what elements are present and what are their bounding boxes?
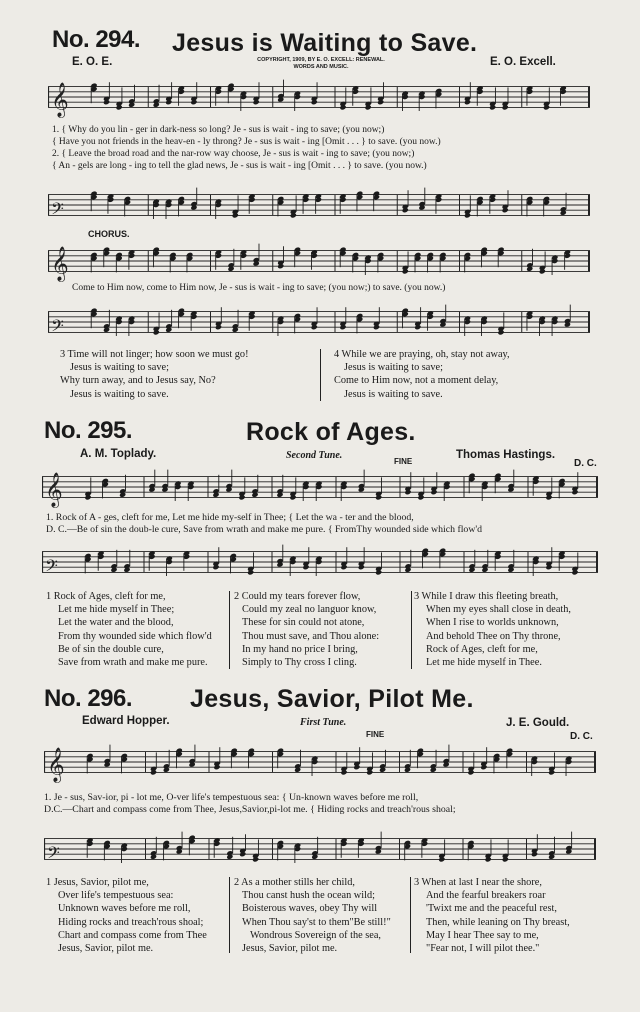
- copyright-line: COPYRIGHT, 1909, BY E. O. EXCELL: RENEWAL.: [257, 57, 385, 63]
- music-system: [48, 180, 590, 230]
- music-system: [48, 72, 590, 122]
- lyrics-block: [52, 124, 592, 172]
- verse-2: [234, 590, 379, 669]
- verse-line: Could my zeal no languor know,: [242, 604, 377, 616]
- lyric-line: D.C.—Chart and compass come from Thee, Jesus,Savior,pi-lot me. { Hiding rocks and treach'rous shoal;: [44, 804, 456, 815]
- verse-line: Jesus is waiting to save.: [344, 388, 443, 400]
- verse-line: And the fearful breakers roar: [426, 890, 546, 902]
- music-credit: E. O. Excell.: [490, 56, 556, 68]
- copyright-notice: [236, 57, 406, 71]
- staff-lines: [48, 238, 590, 284]
- staff-lines: [44, 738, 596, 786]
- verse-line: Jesus is waiting to save;: [70, 362, 169, 374]
- verse-line: 3 Time will not linger; how soon we must go!: [60, 349, 249, 360]
- tune-note: First Tune.: [300, 717, 347, 728]
- hymn-title: Jesus, Savior, Pilot Me.: [190, 685, 474, 713]
- verse-line: Then, while leaning on Thy breast,: [426, 916, 570, 928]
- staff-lines: [44, 826, 596, 872]
- verse-line: 4 While we are praying, oh, stay not away,: [334, 349, 510, 360]
- verse-line: When I rise to worlds unknown,: [426, 617, 559, 629]
- music-system: [48, 300, 590, 344]
- hymn-number: No. 295.: [44, 417, 133, 444]
- verse-line: These for sin could not atone,: [242, 617, 365, 629]
- verse-line: "Fear not, I will pilot thee.": [426, 943, 540, 955]
- chorus-lyric: Come to Him now, come to Him now, Je - sus is wait - ing to save; (you now;) to save. (you now.): [72, 283, 446, 293]
- verse-line: Unknown waves before me roll,: [58, 903, 191, 915]
- verse-divider: [229, 591, 230, 669]
- staff-lines: [42, 466, 598, 508]
- verse-line: Why turn away, and to Jesus say, No?: [60, 375, 216, 387]
- verse-line: And behold Thee on Thy throne,: [426, 630, 561, 642]
- tune-note: Second Tune.: [286, 450, 343, 461]
- verse-line: From thy wounded side which flow'd: [58, 630, 212, 642]
- verse-line: 2 As a mother stills her child,: [234, 877, 355, 888]
- lyric-line: 1. Je - sus, Sav-ior, pi - lot me, O-ver life's tempestuous sea: { Un-known waves before me roll,: [44, 792, 419, 803]
- verse-4: [334, 348, 510, 401]
- verse-line: Jesus is waiting to save.: [70, 388, 169, 400]
- fine-mark: FINE: [366, 730, 385, 739]
- words-credit: A. M. Toplady.: [80, 448, 157, 460]
- verse-line: Boisterous waves, obey Thy will: [242, 903, 378, 915]
- svg-text:𝄢: 𝄢: [51, 315, 64, 340]
- verse-1: [46, 590, 212, 669]
- verse-line: Chart and compass come from Thee: [58, 929, 207, 941]
- hymn-number: No. 296.: [44, 685, 133, 712]
- verse-3: [60, 348, 249, 401]
- staff-lines: [42, 540, 598, 584]
- verse-line: Rock of Ages, cleft for me,: [426, 643, 538, 655]
- verse-line: Over life's tempestuous sea:: [58, 890, 174, 902]
- svg-text:𝄞: 𝄞: [51, 82, 69, 118]
- staff-lines: [48, 300, 590, 344]
- lyric-line: 1. Rock of A - ges, cleft for me, Let me hide my-self in Thee; { Let the wa - ter and the blood,: [46, 512, 414, 523]
- staff-lines: [48, 180, 590, 230]
- verse-line: May I hear Thee say to me,: [426, 929, 539, 941]
- music-system: [44, 826, 596, 872]
- hymn-title: Rock of Ages.: [246, 418, 416, 446]
- verse-line: Come to Him now, not a moment delay,: [334, 375, 499, 387]
- verse-line: Save from wrath and make me pure.: [58, 657, 208, 669]
- hymn-title: Jesus is Waiting to Save.: [172, 29, 478, 57]
- verse-line: Be of sin the double cure,: [58, 643, 164, 655]
- lyric-line: { An - gels are long - ing to tell the glad news, Je - sus is wait - ing [Omit . . . } to save. (you now.): [52, 161, 427, 171]
- svg-text:𝄢: 𝄢: [45, 555, 58, 580]
- svg-text:𝄢: 𝄢: [47, 842, 60, 867]
- words-credit: E. O. E.: [72, 56, 113, 68]
- verse-line: Jesus, Savior, pilot me.: [242, 943, 338, 955]
- music-system: [42, 466, 598, 508]
- verse-line: In my hand no price I bring,: [242, 643, 358, 655]
- music-credit: Thomas Hastings.: [456, 449, 556, 461]
- words-credit: Edward Hopper.: [82, 715, 170, 727]
- dc-mark: D. C.: [570, 731, 593, 742]
- verse-line: 1 Jesus, Savior, pilot me,: [46, 877, 149, 888]
- verse-3: [414, 876, 570, 955]
- verse-line: Jesus is waiting to save;: [344, 362, 443, 374]
- music-system: [48, 238, 590, 284]
- lyrics-block: [44, 792, 596, 816]
- svg-text:𝄞: 𝄞: [45, 472, 63, 508]
- chorus-label: CHORUS.: [88, 229, 130, 239]
- copyright-line: WORDS AND MUSIC.: [293, 64, 349, 70]
- verse-line: 'Twixt me and the peaceful rest,: [426, 903, 557, 915]
- lyric-line: D. C.—Be of sin the doub-le cure, Save from wrath and make me pure. { FromThy wounded side which flow'd: [46, 524, 483, 535]
- dc-mark: D. C.: [574, 458, 597, 469]
- music-system: [44, 738, 596, 786]
- verse-3: [414, 590, 571, 669]
- verse-line: Hiding rocks and treach'rous shoal;: [58, 916, 204, 928]
- verse-line: Jesus, Savior, pilot me.: [58, 943, 154, 955]
- lyrics-block: [46, 512, 596, 536]
- svg-text:𝄢: 𝄢: [51, 198, 64, 223]
- lyric-line: 2. { Leave the broad road and the nar-row way choose, Je - sus is wait - ing to save; (you now;): [52, 149, 415, 159]
- music-credit: J. E. Gould.: [506, 717, 570, 729]
- verse-line: Thou canst hush the ocean wild;: [242, 890, 375, 902]
- svg-text:𝄞: 𝄞: [51, 246, 69, 282]
- lyric-line: { Have you not friends in the heav-en - ly throng? Je - sus is wait - ing [Omit . . . } to save. (you now.): [52, 137, 441, 147]
- verse-divider: [411, 591, 412, 669]
- verse-1: [46, 876, 207, 955]
- fine-mark: FINE: [394, 457, 413, 466]
- verse-line: 1 Rock of Ages, cleft for me,: [46, 591, 166, 602]
- verse-divider: [410, 877, 411, 953]
- verse-line: When my eyes shall close in death,: [426, 604, 571, 616]
- verse-line: Let the water and the blood,: [58, 617, 174, 629]
- verse-line: Wondrous Sovereign of the sea,: [250, 929, 381, 941]
- verse-line: Simply to Thy cross I cling.: [242, 657, 357, 669]
- verse-divider: [229, 877, 230, 953]
- hymn-number: No. 294.: [52, 26, 141, 53]
- verse-2: [234, 876, 391, 955]
- svg-text:𝄞: 𝄞: [47, 747, 65, 783]
- staff-lines: [48, 72, 590, 122]
- verse-divider: [320, 349, 321, 401]
- verse-line: Let me hide myself in Thee.: [426, 657, 542, 669]
- verse-line: 2 Could my tears forever flow,: [234, 591, 361, 602]
- verse-line: Let me hide myself in Thee;: [58, 604, 175, 616]
- verse-line: When Thou say'st to them"Be still!": [242, 916, 391, 928]
- verse-line: 3 While I draw this fleeting breath,: [414, 591, 559, 602]
- lyric-line: 1. { Why do you lin - ger in dark-ness so long? Je - sus is wait - ing to save; (you now;): [52, 125, 385, 135]
- verse-line: 3 When at last I near the shore,: [414, 877, 542, 888]
- music-system: [42, 540, 598, 584]
- verse-line: Thou must save, and Thou alone:: [242, 630, 380, 642]
